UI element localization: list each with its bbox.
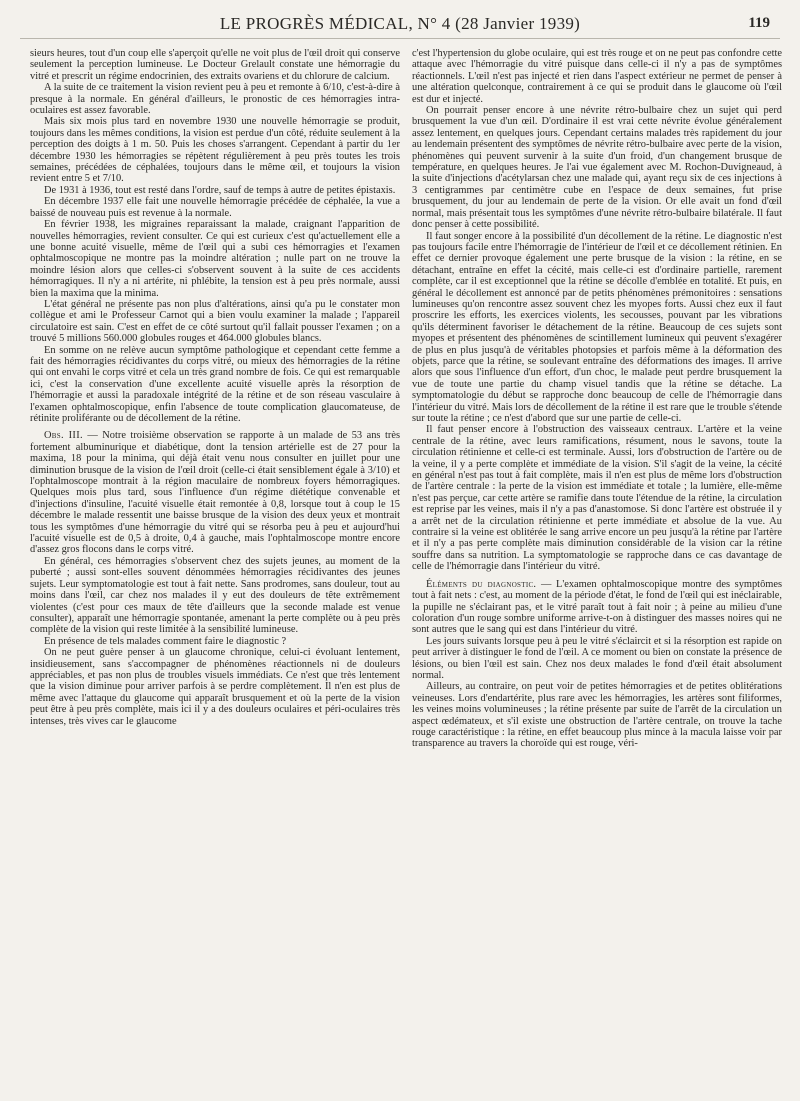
right-column	[412, 48, 782, 1093]
paragraph: En somme on ne relève aucun symptôme pathologique et cependant cette femme a fait des hémorragies récidivantes du corps vitré, ou mieux des hémorragies de la rétine qui ont envahi le corps vitré et cela un très grand nombre de fois. Ce qui est remarquable ici, c'est la conservation d'une excellente acuité visuelle après la résorption de l'hémorragie et aussi la paradoxale intégrité de la rétine et de son réseau vasculaire à l'examen ophtalmoscopique, enfin l'absence de toute complication glaucomateuse, de rétinite proliférante ou de décollement de la rétine.	[30, 344, 400, 424]
page-number: 119	[748, 15, 770, 31]
paragraph: On ne peut guère penser à un glaucome chronique, celui-ci évoluant lentement, insidieusement, sans s'accompagner de phénomènes réactionnels ni de douleurs appréciables, et pas non plus de troubles visuels immédiats. Ce n'est que très lentement que la vision diminue pour arriver parfois à se perdre complètement. Il n'en est plus de même avec l'attaque du glaucome qui apparaît brusquement et où la perte de la vision peut être à peu près complète, mais ici il y a des douleurs oculaires et péri-oculaires très intenses, très vives car le glaucome	[30, 647, 400, 727]
left-column	[30, 48, 400, 1093]
paragraph: En présence de tels malades comment faire le diagnostic ?	[44, 635, 287, 647]
paragraph: On pourrait penser encore à une névrite rétro-bulbaire chez un sujet qui perd brusquement la vue d'un œil. D'ordinaire il est vrai cette névrite évolue généralement assez lentement, en quelques jours. Cependant certains malades très rapidement du jour au lendemain présentent des symptômes de névrite rétro-bulbaire avec perte de la vision, phénomènes qui peuvent survenir à la suite d'un froid, d'un changement brusque de température, en quelques heures. Je l'ai vue également avec M. Rochon-Duvigneaud, à la suite d'injections d'acétylarsan chez une malade qui, ayant reçu six de ces injections à 3 centigrammes par centimètre cube en l'espace de deux semaines, fut prise brusquement, du jour au lendemain de perte de la vision. Or elle avait un fond d'œil normal, mais présentait tous les symptômes d'une névrite rétro-bulbaire bilatérale. Il faut donc penser à cette possibilité.	[412, 105, 782, 231]
section-label: Éléments du diagnostic.	[426, 578, 537, 590]
section-text: — L'examen ophtalmoscopique montre des symptômes tout à fait nets : c'est, au moment de la période d'état, le fond de l'œil qui est inéclairable, la pupille ne s'éclairant pas, et le vitré paraît tout à fait noir ; à peine au milieu d'une coloration d'un rouge sombre uniforme arrive-t-on à distinguer des masses noires qui ne sont autres que le sang qui est dans l'intérieur du vitré.	[412, 578, 782, 636]
paragraph: Les jours suivants lorsque peu à peu le vitré s'éclaircit et si la résorption est rapide on peut arriver à distinguer le fond de l'œil. A ce moment ou bien on constate la présence de lésions, ou bien l'œil est sain. Chez nos deux malades le fond d'œil était absolument normal.	[412, 635, 782, 681]
paragraph: En février 1938, les migraines reparaissant la malade, craignant l'apparition de nouvelles hémorragies, revient consulter. Ce qui est curieux c'est qu'actuellement elle a une bonne acuité visuelle, même de l'œil qui a subi ces hémorragies et l'examen ophtalmoscopique ne montre pas la moindre altération ; nulle part on ne trouve la moindre lésion alors que celles-ci s'observent souvent à la suite de ces accidents hémorragiques. Il n'y a ni artérite, ni phlébite, la tension est à peu près normale, aussi bien la maxima que la minima.	[30, 219, 400, 299]
observation-text: — Notre troisième observation se rapporte à un malade de 53 ans très fortement albuminurique et diabétique, dont la tension artérielle est de 27 pour la maxima, 18 pour la minima, qui déjà était venu nous consulter en juillet pour une diminution brusque de la vision de l'œil droit (celle-ci était sensiblement égale à 3/10) et l'ophtalmoscope montrait à la région maculaire de nombreux foyers hémorragiques. Quelques mois plus tard, sous l'influence d'un régime diététique convenable et d'injections d'insuline, l'acuité visuelle était remontée à 0,8, lorsque tout à coup le 15 décembre le malade ressentit une baisse brusque de la vision des deux yeux et montrait tous les symptômes d'une hémorragie du vitré qui se résorba peu à peu et aujourd'hui l'acuité visuelle est de 0,5 à droite, 0,4 à gauche, mais l'ophtalmoscope montre encore d'assez gros flocons dans le corps vitré.	[30, 430, 400, 556]
section-paragraph	[412, 579, 782, 636]
running-title: LE PROGRÈS MÉDICAL, N° 4 (28 Janvier 1939)	[219, 14, 581, 33]
paragraph: Mais six mois plus tard en novembre 1930 une nouvelle hémorragie se produit, toujours dans les mêmes conditions, la vision est perdue d'un côté, réduite seulement à la perception des doigts à 1 m. 50. Puis les choses s'arrangent. Cependant à partir du 1er décembre 1930 les hémorragies se répètent régulièrement à peu près toutes les trois semaines, précédées de céphalées, toujours dans le même œil, et toujours la vision revient entre 5 et 7/10.	[30, 116, 400, 185]
paragraph: En décembre 1937 elle fait une nouvelle hémorragie précédée de céphalée, la vue a baissé de nouveau puis est revenue à la normale.	[30, 196, 400, 219]
page-header	[20, 14, 780, 39]
paragraph: De 1931 à 1936, tout est resté dans l'ordre, sauf de temps à autre de petites épistaxis.	[44, 184, 396, 196]
paragraph: A la suite de ce traitement la vision revient peu à peu et remonte à 6/10, c'est-à-dire à presque à la normale. En général d'ailleurs, le pronostic de ces hémorragies intra-oculaires est assez favorable.	[30, 82, 400, 117]
paragraph: Il faut songer encore à la possibilité d'un décollement de la rétine. Le diagnostic n'est pas toujours facile entre l'hémorragie de l'intérieur de l'œil et ce décollement rétinien. En effet ce dernier provoque également une perte brusque de la vision : la rétine, en se détachant, entraîne en effet la cécité, mais celle-ci est d'ordinaire partielle, rarement complète, car il est exceptionnel que la rétine se décolle d'emblée en totalité. Et puis, en général le décollement est annoncé par de petits phénomènes prémonitoires : sensations lumineuses qu'on rencontre assez souvent chez les myopes forts. Aussi chez eux il faut proscrire les efforts, les exercices violents, les secousses, pouvant par les vibrations qu'ils déterminent favoriser le détachement de la rétine. Beaucoup de ces sujets sont myopes et présentent des phénomènes de scintillement lumineux qui peuvent s'exagérer de plus en plus jusqu'à de véritables photopsies et parfois même à la déformation des objets, parce que la rétine, se soulevant entraîne des déformations des images. Il arrive alors que sous l'influence d'un effort, d'un choc, le malade peut perdre brusquement la vue de toute une partie du champ visuel tandis que la rétine se détache. La symptomatologie du début se rapproche donc beaucoup de celle de l'hémorragie dans l'intérieur du vitré. Mais lors de décollement de la rétine il est rare que le trouble s'étende sur toute la rétine ; ce n'est d'abord que sur une partie de celle-ci.	[412, 230, 782, 424]
paragraph: Ailleurs, au contraire, on peut voir de petites hémorragies et de petites oblitérations veineuses. Lors d'endartérite, plus rare avec les hémorragies, les artères sont filiformes, les veines moins volumineuses ; la rétine présente par suite de l'arrêt de la circulation un aspect œdémateux, et s'il existe une obstruction de l'artère centrale, on trouve la tache rouge caractéristique : la rétine, en effet beaucoup plus mince à la macula laisse voir par transparence au travers la choroïde qui est rouge, véri-	[412, 681, 782, 750]
paragraph: En général, ces hémorragies s'observent chez des sujets jeunes, au moment de la puberté ; aussi sont-elles souvent dénommées hémorragies récidivantes des jeunes sujets. Leur symptomatologie est tout à fait nette. Sans prodromes, sans douleur, tout au moins dans l'œil, car chez nos malades il y eut des douleurs de tête extrêmement violentes (c'est pour ces maux de tête d'ailleurs que la seconde malade est venue consulter), apparaît une hémorragie spontanée, amenant la perte complète ou à peu près complète de la vision qui reste limitée à la sensibilité lumineuse.	[30, 555, 400, 636]
paragraph: sieurs heures, tout d'un coup elle s'aperçoit qu'elle ne voit plus de l'œil droit qui conserve seulement la perception lumineuse. Le Docteur Grelault constate une hémorragie du vitré et prescrit un régime endocrinien, des extraits ovariens et du chlorure de calcium.	[30, 48, 400, 82]
observation-paragraph	[30, 430, 400, 555]
observation-label: Obs. III.	[44, 430, 83, 442]
paragraph: c'est l'hypertension du globe oculaire, qui est très rouge et on ne peut pas confondre cette attaque avec l'hémorragie du vitré puisque dans celle-ci il n'y a pas de symptômes réactionnels. L'œil n'est pas injecté et rien dans l'aspect extérieur ne permet de penser à une altération quelconque, contrairement à ce qui se produit dans le glaucome où l'œil est dur et injecté.	[412, 48, 782, 105]
paragraph: L'état général ne présente pas non plus d'altérations, ainsi qu'a pu le constater mon collègue et ami le Professeur Carnot qui a bien voulu examiner la malade ; l'appareil circulatoire est sain. C'est en effet de ce côté surtout qu'il fallait pousser l'examen ; on a trouvé 5 millions 560.000 globules rouges et 464.000 globules blancs.	[30, 298, 400, 345]
paragraph: Il faut penser encore à l'obstruction des vaisseaux centraux. L'artère et la veine centrale de la rétine, avec leurs ramifications, résument, nous le savons, toute la circulation rétinienne et celle-ci est terminale. Aussi, lors d'obstruction de l'artère ou de la veine, il y a perte complète et immédiate de la vision. S'il s'agit de la veine, la cécité en général n'est pas tout à fait complète, mais il n'en est plus de même lors d'obstruction de l'artère centrale : la perte de la vision est immédiate et totale ; la lumière, elle-même n'est pas perçue, car cette artère se ramifie dans toute l'étendue de la rétine, la circulation est reprise par les veines, mais il n'y a pas d'anastomose. Si donc l'artère est obstruée il y a arrêt net de la circulation rétinienne et perte immédiate et absolue de la vue. Au contraire si la veine est oblitérée le sang arrive encore un peu jusqu'à la rétine par l'artère et il n'y a pas perte complète mais diminution considérable de la vision car la rétine souffre dans sa nutrition. La symptomatologie se rapproche dans ce cas davantage de celle de l'hémorragie dans l'intérieur du vitré.	[412, 424, 782, 573]
